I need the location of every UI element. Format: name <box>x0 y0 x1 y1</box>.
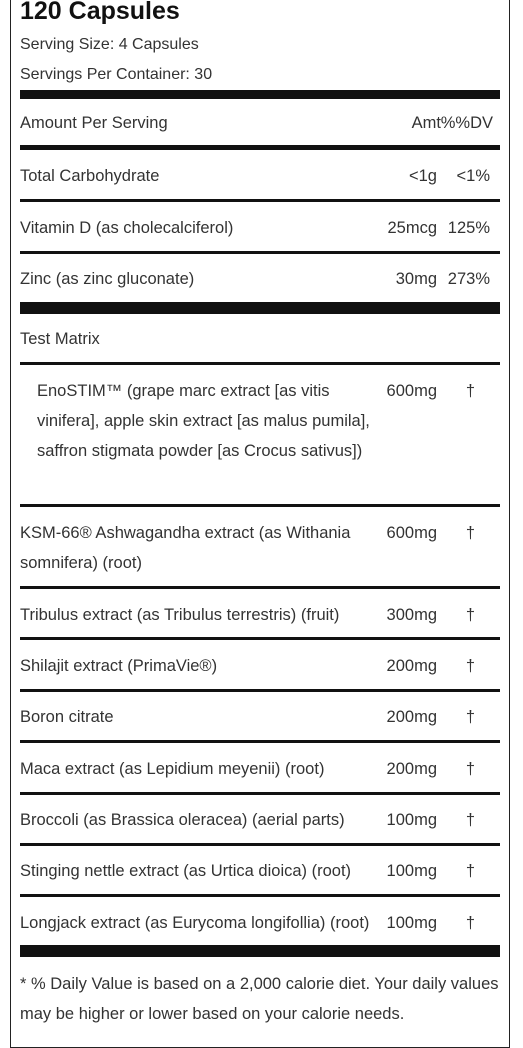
nutrient-amount: <1g <box>409 167 437 185</box>
row-divider <box>20 792 500 795</box>
medium-divider <box>20 145 500 150</box>
ingredient-amount: 100mg <box>386 914 437 932</box>
thick-divider <box>20 945 500 957</box>
nutrient-name: Vitamin D (as cholecalciferol) <box>20 219 234 237</box>
row-divider <box>20 637 500 640</box>
ingredient-amount: 200mg <box>386 760 437 778</box>
dagger-symbol: † <box>465 914 475 932</box>
column-label: Amount Per Serving <box>20 114 168 132</box>
serving-size: Serving Size: 4 Capsules <box>20 36 199 53</box>
ingredient-name: Stinging nettle extract (as Urtica dioica) (root) <box>20 862 352 880</box>
ingredient-name: Boron citrate <box>20 708 114 726</box>
ingredient-amount: 600mg <box>386 382 437 400</box>
ingredient-name: EnoSTIM™ (grape marc extract [as vitis vinifera], apple skin extract [as malus pumila], saffron stigmata powder [as Crocus sativus]) <box>37 382 370 460</box>
dagger-symbol: † <box>465 862 475 880</box>
nutrient-daily-value: 273% <box>447 270 490 288</box>
dagger-symbol: † <box>465 382 475 400</box>
ingredient-name: Broccoli (as Brassica oleracea) (aerial parts) <box>20 811 345 829</box>
servings-per-container: Servings Per Container: 30 <box>20 66 213 83</box>
row-divider <box>20 362 500 365</box>
ingredient-name: Maca extract (as Lepidium meyenii) (root) <box>20 760 325 778</box>
ingredient-name: Shilajit extract (PrimaVie®) <box>20 657 218 675</box>
dagger-symbol: † <box>465 708 475 726</box>
row-divider <box>20 740 500 743</box>
nutrient-daily-value: <1% <box>456 167 490 185</box>
dagger-symbol: † <box>465 606 475 624</box>
dagger-symbol: † <box>465 657 475 675</box>
column-dv: %%DV <box>440 114 493 132</box>
ingredient-name: Tribulus extract (as Tribulus terrestris) (fruit) <box>20 606 340 624</box>
dagger-symbol: † <box>465 524 475 542</box>
ingredient-amount: 600mg <box>386 524 437 542</box>
matrix-label: Test Matrix <box>20 330 100 348</box>
nutrient-amount: 25mcg <box>387 219 437 237</box>
thick-divider <box>20 302 500 314</box>
ingredient-name: Longjack extract (as Eurycoma longifollia) (root) <box>20 914 370 932</box>
row-divider <box>20 689 500 692</box>
capsule-count-title: 120 Capsules <box>20 0 180 25</box>
ingredient-amount: 100mg <box>386 862 437 880</box>
thick-divider <box>20 90 500 99</box>
ingredient-amount: 200mg <box>386 657 437 675</box>
row-divider <box>20 843 500 846</box>
nutrient-daily-value: 125% <box>447 219 490 237</box>
dagger-symbol: † <box>465 760 475 778</box>
ingredient-amount: 200mg <box>386 708 437 726</box>
daily-value-footnote: * % Daily Value is based on a 2,000 calorie diet. Your daily values may be higher or lower based on your calorie needs. <box>20 975 499 1023</box>
row-divider <box>20 504 500 507</box>
column-amt: Amt <box>411 114 441 132</box>
ingredient-amount: 300mg <box>386 606 437 624</box>
supplement-facts-panel <box>10 0 510 1048</box>
row-divider <box>20 586 500 589</box>
row-divider <box>20 251 500 254</box>
nutrient-name: Total Carbohydrate <box>20 167 160 185</box>
ingredient-name: KSM-66® Ashwagandha extract (as Withania somnifera) (root) <box>20 524 351 572</box>
nutrient-name: Zinc (as zinc gluconate) <box>20 270 195 288</box>
nutrient-amount: 30mg <box>395 270 437 288</box>
row-divider <box>20 894 500 897</box>
ingredient-amount: 100mg <box>386 811 437 829</box>
row-divider <box>20 199 500 202</box>
dagger-symbol: † <box>465 811 475 829</box>
